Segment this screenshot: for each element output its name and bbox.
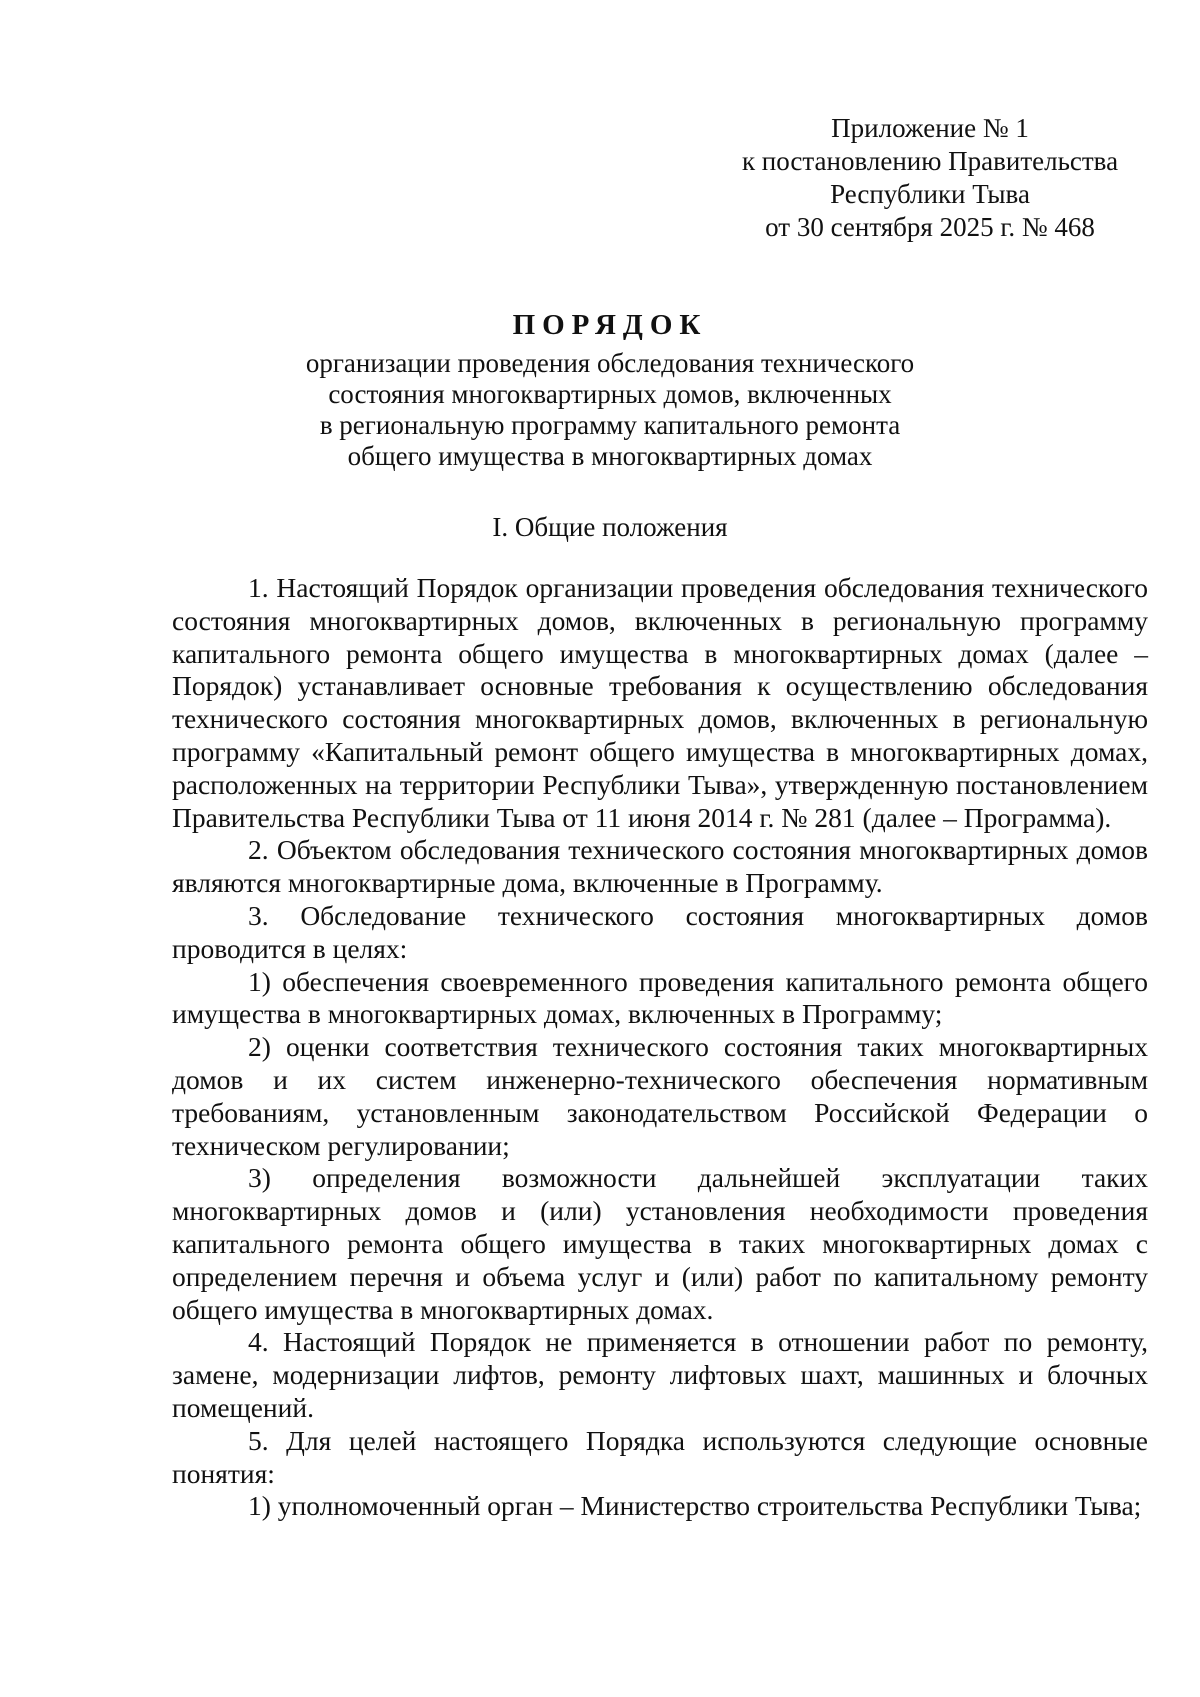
paragraph: 2. Объектом обследования технического состояния многоквартирных домов являются многоквартирные дома, включенные в Программу. (172, 834, 1148, 899)
paragraph: 2) оценки соответствия технического состояния таких многоквартирных домов и их систем инженерно-технического обеспечения нормативным требованиям, установленным законодательством Российской Федерации о техническом регулировании; (172, 1031, 1148, 1161)
paragraph: 1) обеспечения своевременного проведения капитального ремонта общего имущества в многоквартирных домах, включенных в Программу; (172, 965, 1148, 1030)
document-title: ПОРЯДОК (512, 309, 708, 341)
subtitle-line: общего имущества в многоквартирных домах (347, 441, 873, 471)
subtitle-line: в региональную программу капитального ремонта (319, 410, 901, 440)
paragraph: 3) определения возможности дальнейшей эксплуатации таких многоквартирных домов и (или) установления необходимости проведения капитального ремонта общего имущества в таких многоквартирных домах с определением перечня и объема услуг и (или) работ по капитальному ремонту общего имущества в многоквартирных домах. (172, 1162, 1148, 1325)
paragraph: 3. Обследование технического состояния многоквартирных домов проводится в целях: (172, 899, 1148, 964)
approval-stamp (720, 112, 1140, 244)
paragraph: 1) уполномоченный орган – Министерство строительства Республики Тыва; (248, 1490, 1142, 1522)
section-heading: I. Общие положения (492, 512, 728, 542)
subtitle-line: организации проведения обследования технического (305, 348, 915, 378)
approval-line: Республики Тыва (830, 179, 1030, 209)
approval-line: Приложение № 1 (831, 113, 1029, 143)
subtitle-line: состояния многоквартирных домов, включенных (328, 379, 892, 409)
document-subtitle (160, 348, 1060, 472)
paragraph: 4. Настоящий Порядок не применяется в отношении работ по ремонту, замене, модернизации лифтов, ремонту лифтовых шахт, машинных и блочных помещений. (172, 1326, 1148, 1423)
approval-line: от 30 сентября 2025 г. № 468 (765, 212, 1095, 242)
paragraph: 1. Настоящий Порядок организации проведения обследования технического состояния многоквартирных домов, включенных в региональную программу капитального ремонта общего имущества в многоквартирных домах (далее – Порядок) устанавливает основные требования к осуществлению обследования технического состояния многоквартирных домов, включенных в региональную программу «Капитальный ремонт общего имущества в многоквартирных домах, расположенных на территории Республики Тыва», утвержденную постановлением Правительства Республики Тыва от 11 июня 2014 г. № 281 (далее – Программа). (172, 572, 1148, 833)
paragraph: 5. Для целей настоящего Порядка используются следующие основные понятия: (172, 1424, 1148, 1489)
approval-line: к постановлению Правительства (741, 146, 1119, 176)
document-body (172, 572, 1148, 1523)
